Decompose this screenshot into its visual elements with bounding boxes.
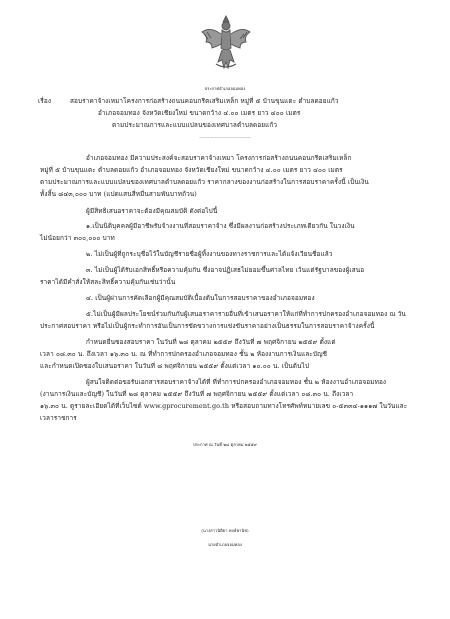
qualification-item: ไม่น้อยกว่า ๓๐๐,๐๐๐ บาท: [40, 234, 115, 242]
schedule-paragraph: กำหนดยื่นซองสอบราคา ในวันที่ ๒๘ ตุลาคม ๒๕๕๙ ถึงวันที่ ๗ พฤศจิกายน ๒๕๕๙ ตั้งแต่: [86, 338, 336, 346]
intro-paragraph: อำเภอจอมทอง มีความประสงค์จะสอบราคาจ้างเหมา โครงการก่อสร้างถนนคอนกรีตเสริมเหล็ก: [86, 154, 352, 162]
garuda-emblem-icon: [198, 12, 254, 74]
document-title: ประกาศอำเภอจอมทอง: [204, 86, 246, 91]
subject-line: ตามประมาณการและแบบแปลนของเทศบาลตำบลดอยแก้ว: [112, 121, 278, 129]
contact-paragraph: (งานการเงินและบัญชี) ในวันที่ ๒๘ ตุลาคม ๒๕๕๙ ถึงวันที่ ๗ พฤศจิกายน ๒๕๕๙ ตั้งแต่เวลา ๐๘.๓๐ น. ถึงเวลา: [40, 390, 354, 398]
intro-paragraph: ตามประมาณการและแบบแปลนของเทศบาลตำบลดอยแก้ว ราคากลางของงานก่อสร้างในการสอบราคาครั้งนี้ เป็นเงิน: [40, 178, 369, 186]
qualification-item: ราคาได้มีคำสั่งให้สละสิทธิ์ความคุ้มกันเช่นว่านั้น: [40, 278, 176, 286]
qualification-heading: ผู้มีสิทธิเสนอราคาจะต้องมีคุณสมบัติ ดังต่อไปนี้: [86, 207, 218, 215]
qualification-item: ๕.ไม่เป็นผู้มีผลประโยชน์ร่วมกันกับผู้เสนอราคารายอื่นที่เข้าเสนอราคาให้แก่ที่ทำการปกครองอำเภอจอมทอง ณ วัน: [86, 310, 406, 318]
qualification-item: ๒. ไม่เป็นผู้ที่ถูกระบุชื่อไว้ในบัญชีรายชื่อผู้ทิ้งงานของทางราชการและได้แจ้งเวียนชื่อแล้ว: [86, 250, 333, 258]
intro-paragraph: หมู่ที่ ๕ บ้านขุนแตะ ตำบลดอยแก้ว อำเภอจอมทอง จังหวัดเชียงใหม่ ขนาดกว้าง ๔.๐๐ เมตร ยาว ๔๐๐ เมตร: [40, 166, 343, 174]
contact-paragraph: เวลาราชการ: [40, 414, 77, 422]
subject-line: สอบราคาจ้างเหมาโครงการก่อสร้างถนนคอนกรีตเสริมเหล็ก หมู่ที่ ๕ บ้านขุนแตะ ตำบลดอยแก้ว: [70, 97, 339, 105]
signer-title: นายอำเภอจอมทอง: [208, 542, 242, 547]
title-divider: ------------------------------------: [199, 135, 251, 140]
budget-amount: ทั้งสิ้น ๘๔๓,๐๐๐ บาท (แปดแสนสี่หมื่นสามพันบาทถ้วน): [40, 190, 197, 198]
schedule-paragraph: และกำหนดเปิดซองใบเสนอราคา ในวันที่ ๘ พฤศจิกายน ๒๕๕๙ ตั้งแต่เวลา ๑๐.๐๐ น. เป็นต้นไป: [40, 362, 310, 370]
qualification-item: ประกาศสอบราคา หรือไม่เป็นผู้กระทำการอันเป็นการขัดขวางการแข่งขันราคาอย่างเป็นธรรมในการสอบราคาจ้างครั้งนี้: [40, 322, 375, 330]
subject-label: เรื่อง: [38, 97, 52, 105]
qualification-item: ๑.เป็นนิติบุคคลผู้มีอาชีพรับจ้างงานที่สอบราคาจ้าง ซึ่งมีผลงานก่อสร้างประเภทเดียวกัน ในวงเงิน: [86, 222, 355, 230]
qualification-item: ๔. เป็นผู้ผ่านการคัดเลือกผู้มีคุณสมบัติเบื้องต้นในการสอบราคาของอำเภอจอมทอง: [86, 294, 315, 302]
contact-paragraph: ๑๖.๓๐ น. ดูรายละเอียดได้ที่เว็บไซต์ www.gprocurement.go.th หรือสอบถามทางโทรศัพท์หมายเลข ๐-๕๓๓๔-๑๑๑๗ ในวันและ: [40, 402, 408, 410]
schedule-paragraph: เวลา ๐๘.๓๐ น. ถึงเวลา ๑๖.๓๐ น. ณ ที่ทำการปกครองอำเภอจอมทอง ชั้น ๒ ห้องงานการเงินและบัญชี: [40, 350, 328, 358]
qualification-item: ๓. ไม่เป็นผู้ได้รับเอกสิทธิ์หรือความคุ้มกัน ซึ่งอาจปฏิเสธไม่ยอมขึ้นศาลไทย เว้นแต่รัฐบาลของผู้เสนอ: [86, 266, 365, 274]
signer-name: (นางสาวนิติยา พงษ์พานิช): [201, 528, 249, 533]
subject-line: อำเภอจอมทอง จังหวัดเชียงใหม่ ขนาดกว้าง ๔.๐๐ เมตร ยาว ๔๐๐ เมตร: [98, 109, 301, 117]
announce-date: ประกาศ ณ วันที่ ๒๘ ตุลาคม ๒๕๕๙: [193, 442, 257, 447]
contact-paragraph: ผู้สนใจติดต่อขอรับเอกสารสอบราคาจ้างได้ที่ ที่ทำการปกครองอำเภอจอมทอง ชั้น ๒ ห้องงานอำเภอจอมทอง: [86, 378, 387, 386]
